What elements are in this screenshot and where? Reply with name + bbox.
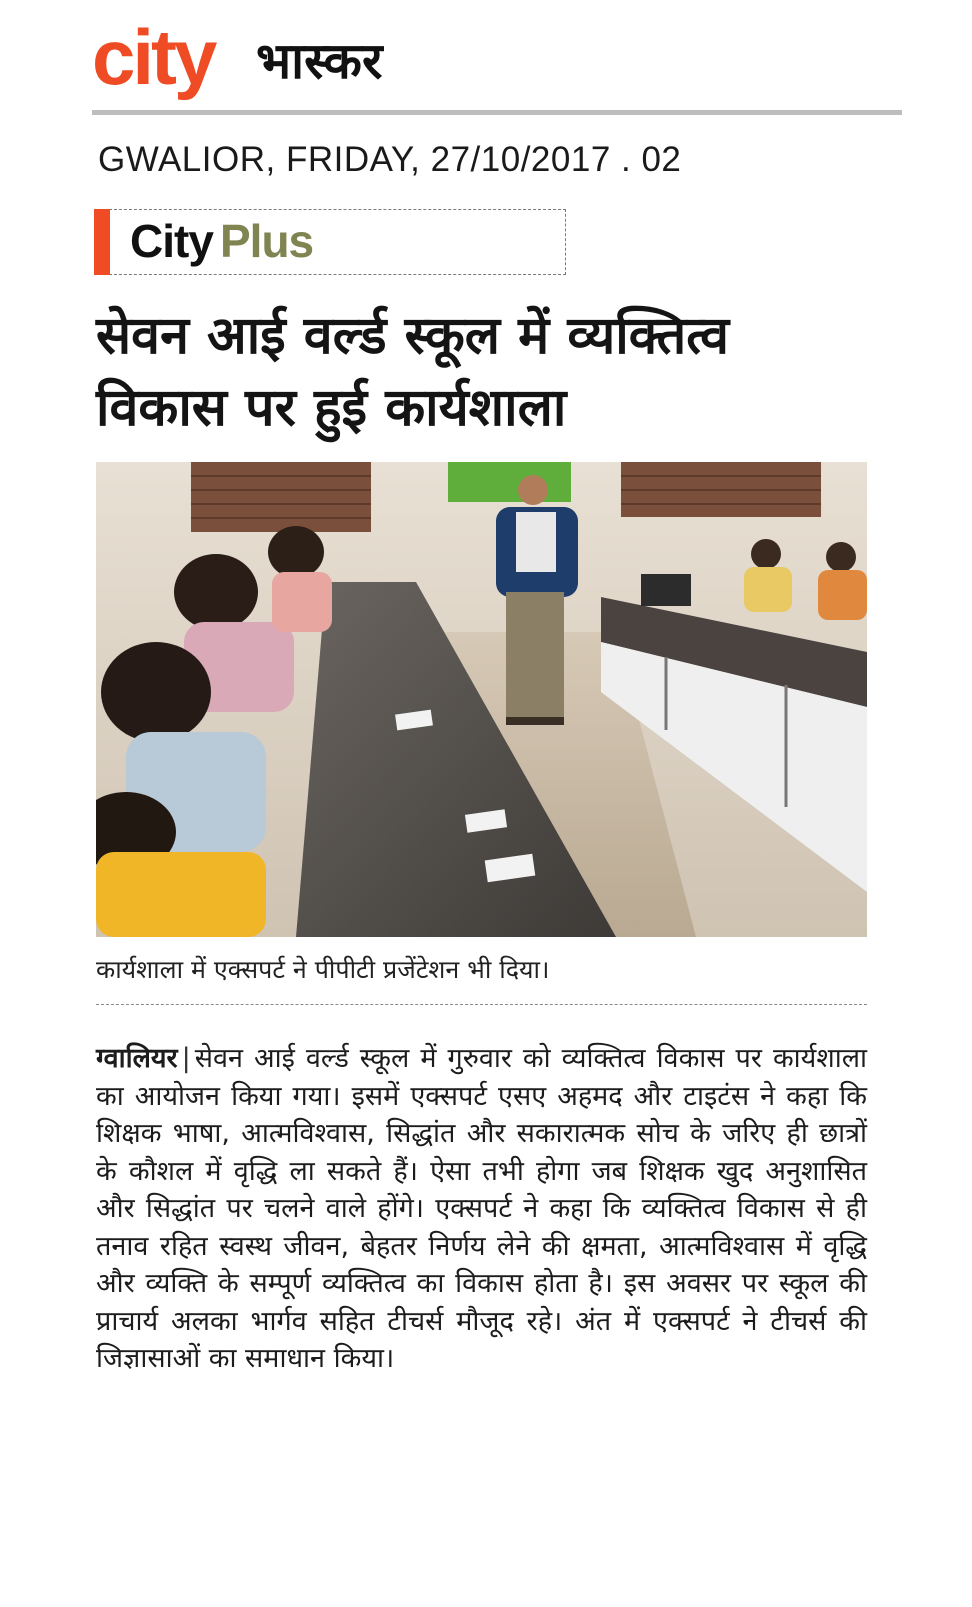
caption-divider (96, 1004, 867, 1005)
article-place: ग्वालियर (96, 1043, 178, 1074)
article-body (96, 1040, 867, 1378)
dateline: GWALIOR, FRIDAY, 27/10/2017 . 02 (98, 140, 682, 179)
photo-caption: कार्यशाला में एक्सपर्ट ने पीपीटी प्रजेंटेशन भी दिया। (96, 955, 550, 984)
bhaskar-logo: भास्कर (256, 32, 383, 90)
masthead-divider (92, 110, 902, 115)
article-body-text: सेवन आई वर्ल्ड स्कूल में गुरुवार को व्यक्तित्व विकास पर कार्यशाला का आयोजन किया गया। इसमें एक्सपर्ट एसए अहमद और टाइटंस ने कहा कि शिक्षक भाषा, आत्मविश्वास, सिद्धांत और सकारात्मक सोच के जरिए ही छात्रों के कौशल में वृद्धि ला सकते हैं। ऐसा तभी होगा जब शिक्षक खुद अनुशासित और सिद्धांत पर चलने वाले होंगे। एक्सपर्ट ने कहा कि व्यक्तित्व विकास से ही तनाव रहित स्वस्थ जीवन, बेहतर निर्णय लेने की क्षमता, आत्मविश्वास में वृद्धि और व्यक्ति के सम्पूर्ण व्यक्तित्व का विकास होता है। इस अवसर पर स्कूल की प्राचार्य अलका भार्गव सहित टीचर्स मौजूद रहे। अंत में एक्सपर्ट ने टीचर्स की जिज्ञासाओं का समाधान किया। (96, 1043, 867, 1374)
section-label-city: City (130, 215, 213, 267)
article-headline: सेवन आई वर्ल्ड स्कूल में व्यक्तित्व विकास पर हुई कार्यशाला (96, 306, 729, 438)
section-accent-bar (94, 209, 110, 275)
section-label-plus: Plus (220, 215, 314, 267)
article-place-separator: | (181, 1043, 191, 1074)
city-logo: city (92, 13, 215, 101)
article-photo (96, 462, 867, 937)
masthead (92, 13, 902, 116)
